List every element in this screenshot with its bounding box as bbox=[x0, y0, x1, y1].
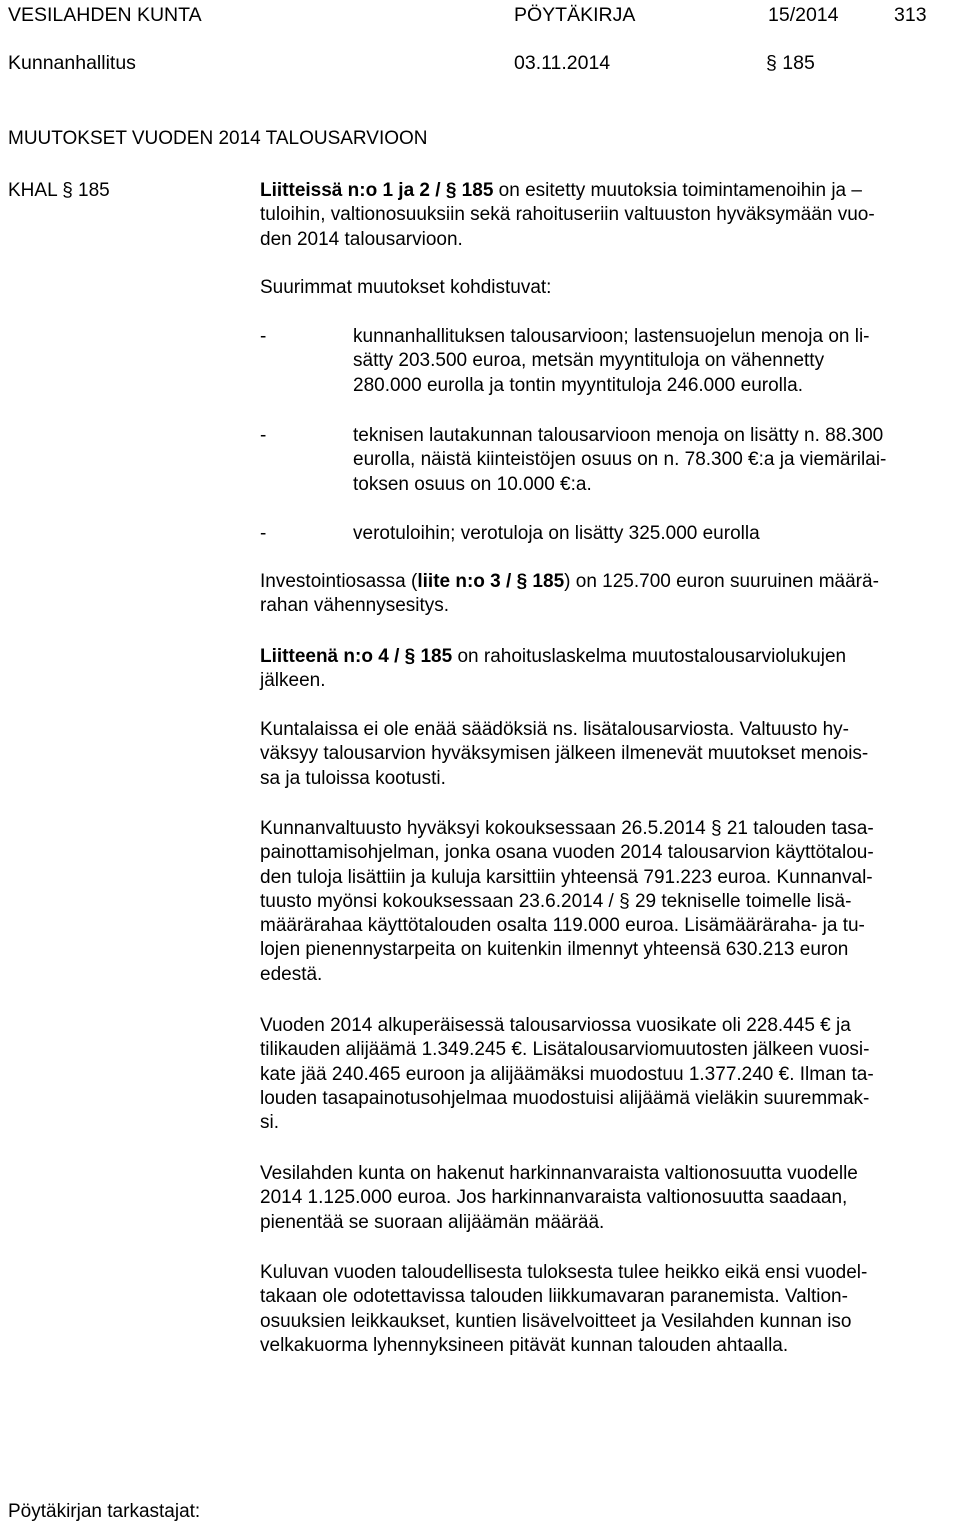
paragraph-municipal-law: Kuntalaissa ei ole enää säädöksiä ns. lisätalousarviosta. Valtuusto hy- väksyy talousarvion hyväksymisen jälkeen ilmenevät muutokset menois- sa ja tuloissa kootusti. bbox=[260, 719, 869, 789]
page-title: MUUTOKSET VUODEN 2014 TALOUSARVIOON bbox=[8, 128, 428, 149]
paragraph-deficit: Vuoden 2014 alkuperäisessä talousarviossa vuosikate oli 228.445 € ja tilikauden alijäämä 1.349.245 €. Lisätalousarviomuutosten jälkeen vuosi- kate jää 240.465 euroon ja alijäämäksi muodostuu 1.377.240 €. Ilman ta- louden tasapainotusohjelmaa muodostuisi alijäämä vieläkin suuremmak- si. bbox=[260, 1015, 874, 1134]
attachment-ref-4: Liitteenä n:o 4 / § 185 bbox=[260, 646, 453, 667]
meeting-date: 03.11.2014 bbox=[514, 52, 611, 74]
section-number: § 185 bbox=[766, 52, 815, 74]
org-name: VESILAHDEN KUNTA bbox=[8, 4, 202, 26]
bullet-dash: - bbox=[260, 523, 267, 544]
attachment-ref-1-2: Liitteissä n:o 1 ja 2 / § 185 bbox=[260, 180, 494, 201]
investment-paragraph: Investointiosassa (liite n:o 3 / § 185) on 125.700 euron suuruinen määrä- rahan vähennysesitys. bbox=[260, 571, 879, 617]
footer-reviewers-label: Pöytäkirjan tarkastajat: bbox=[8, 1501, 201, 1522]
case-reference: KHAL § 185 bbox=[8, 180, 110, 201]
paragraph-balancing-program: Kunnanvaltuusto hyväksyi kokouksessaan 26.5.2014 § 21 talouden tasa- painottamisohjelman, jonka osana vuoden 2014 talousarvion käyttötalou- den tuloja lisättiin ja kuluja karsittiin yhteensä 791.223 euroa. Kunnanval- tuusto myönsi kokouksessaan 23.6.2014 / § 29 tekniselle toimelle lisä- määrärahaa käyttötalouden osalta 119.000 euroa. Lisämääräraha- ja tu- lojen pienennystarpeita on kuitenkin ilmennyt yhteensä 630.213 euron edestä. bbox=[260, 818, 874, 985]
bullet-dash: - bbox=[260, 425, 267, 446]
document-number: 15/2014 bbox=[768, 4, 839, 26]
page-number: 313 bbox=[894, 4, 927, 26]
changes-heading: Suurimmat muutokset kohdistuvat: bbox=[260, 277, 552, 298]
attachment4-paragraph: Liitteenä n:o 4 / § 185 on rahoituslaskelma muutostalousarviolukujen jälkeen. bbox=[260, 646, 847, 692]
bullet-dash: - bbox=[260, 326, 267, 347]
paragraph-state-subsidy: Vesilahden kunta on hakenut harkinnanvaraista valtionosuutta vuodelle 2014 1.125.000 euroa. Jos harkinnanvaraista valtionosuutta saadaan, pienentää se suoraan alijäämän määrää. bbox=[260, 1163, 858, 1233]
paragraph-outlook: Kuluvan vuoden taloudellisesta tuloksesta tulee heikko eikä ensi vuodel- takaan ole odotettavissa talouden liikkumavaran paranemista. Valtion- osuuksien leikkaukset, kuntien lisävelvoitteet ja Vesilahden kunnan iso velkakuorma lyhennyksineen pitävät kunnan talouden ahtaalla. bbox=[260, 1262, 868, 1356]
intro-paragraph: Liitteissä n:o 1 ja 2 / § 185 on esitetty muutoksia toimintamenoihin ja – tuloihin, valtionosuuksiin sekä rahoituseriin valtuuston hyväksymään vuo- den 2014 talousarvioon. bbox=[260, 180, 875, 250]
body-name: Kunnanhallitus bbox=[8, 52, 136, 74]
attachment-ref-3: liite n:o 3 / § 185 bbox=[417, 571, 565, 592]
document-type: PÖYTÄKIRJA bbox=[514, 4, 636, 26]
